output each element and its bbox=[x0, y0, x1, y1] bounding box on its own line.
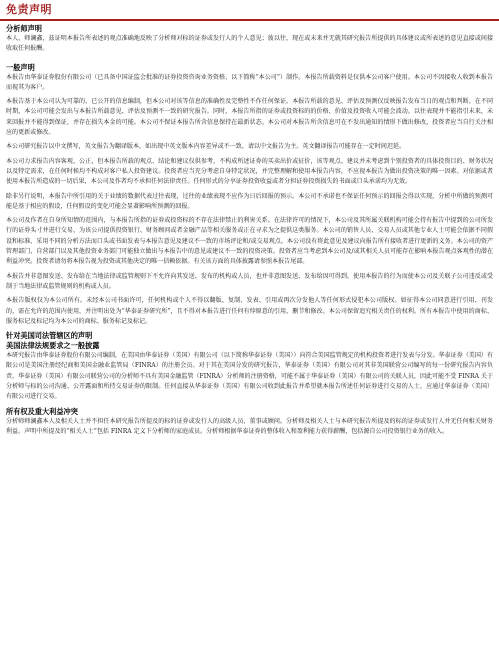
general-paragraph: 本报告基于本公司认为可靠的、已公开的信息编制，但本公司对该等信息的准确性及完整性不作任何保证。本报告所载的意见、评估及预测仅反映报告发布当日的观点和判断。在不同时期，本公司可能会发出与本报告所载意见、评估及预测不一致的研究报告。同时，本报告所指的证券或投资标的的价格、价值及投资收入可能会波动。以往表现并不能指引未来，未来回报并不能得到保证，并存在损失本金的可能。本公司不保证本报告所含信息保持在最新状态。本公司对本报告所含信息可在不发出通知的情形下做出修改，投资者应当自行关注相应的更新或修改。 bbox=[6, 98, 493, 137]
general-paragraph: 本公司研究报告以中文撰写，英文报告为翻译版本，如出现中英文版本内容差异或不一致，请以中文报告为主。英文翻译报告可能存在一定时间迟延。 bbox=[6, 143, 406, 151]
general-paragraph: 本公司及作者在自身所知情的范围内，与本报告所指的证券或投资标的不存在法律禁止的利害关系。在法律许可的情况下，本公司及其所属关联机构可能会持有报告中提到的公司所发行的证券头寸并进行交易，为该公司提供投资银行、财务顾问或者金融产品等相关服务或正在寻求为之提供这类服务。本公司的销售人员、交易人员或其他专业人士可能会依据不同假设和标准、采用不同的分析方法而口头或书面发表与本报告意见及建议不一致的市场评论和/或交易观点。本公司没有将此意见及建议向报告所有接收者进行更新的义务。本公司的资产管理部门、自营部门以及其他投资业务部门可能独立做出与本报告中的意见或建议不一致的投资决策。投资者应当考虑到本公司及/或其相关人员可能存在影响本报告观点客观性的潜在利益冲突。投资者请勿将本报告视为投资或其他决定的唯一信赖依据。有关该方面的具体披露请参照本报告尾部。 bbox=[6, 217, 493, 266]
us-jurisdiction-paragraph: 本研究报告由华泰证券股份有限公司编制，在美国由华泰证券（美国）有限公司（以下简称华泰证券（美国））向符合美国监管规定的机构投资者进行发表与分发。华泰证券（美国）有限公司是美国注册经纪商和美国金融业监管局（FINRA）的注册会员。对于其在美国分发的研究报告，华泰证券（美国）有限公司对其非美国联营公司编写的每一份研究报告内容负责。华泰证券（美国）有限公司联营公司的分析师不具有美国金融监管（FINRA）分析师的注册资格，可能不属于华泰证券（美国）有限公司的关联人员，因此可能不受 FINRA 关于分析师与标的公司沟通、公开露面和所持交易证券的限制。任何直接从华泰证券（美国）有限公司收到此报告并希望就本报告所述任何证券进行交易的人士，应通过华泰证券（美国）有限公司进行交易。 bbox=[6, 352, 493, 401]
us-jurisdiction-section bbox=[6, 331, 493, 402]
title-divider bbox=[0, 19, 499, 21]
interest-conflict-heading: 所有权及重大利益冲突 bbox=[6, 406, 78, 416]
general-paragraph: 本公司力求报告内容客观、公正，但本报告所载的观点、结论和建议仅供参考，不构成所述证券的买卖出价或征价，该等观点、建议并未考虑到个别投资者的具体投资目的、财务状况以及特定需求，在任何时候均不构成对客户私人投资建议。投资者应当充分考虑自身特定状况，并完整理解和使用本报告内容，不应视本报告为做出投资决策的唯一因素。对依据或者使用本报告所造成的一切后果，本公司及作者均不承担任何法律责任。任何形式的分享证券投资收益或者分担证券投资损失的书面或口头承诺均为无效。 bbox=[6, 157, 493, 186]
analyst-statement-paragraph: 本人，师澜鑫，兹证明本报告所表述的观点准确地反映了分析师对标的证券或发行人的个人意见；彼以往、现在或未来并无就其研究报告所提供的具体建议或所表述的意见直接或间接收取任何报酬。 bbox=[6, 35, 493, 53]
interest-conflict-paragraph: 分析师师澜鑫本人及相关人士并不担任本研究报告所提及的标的证券或发行人的高级人员、董事或顾问。分析师及相关人士与本研究报告所提及的标的证券或发行人并无任何相关财务利益。声明中所提及的“相关人士”包括 FINRA 定义下分析师的家庭成员。分析师根据华泰证券的整体收入和盈利能力获得薪酬，包括源自公司投资银行业务的收入。 bbox=[6, 417, 493, 435]
general-paragraph: 本报告并非意图发送、发布给在当地法律或监管规则下不允许向其发送、发布的机构或人员，也并非意图发送、发布给因可得到、使用本报告的行为而使本公司及关联子公司违反或受制于当地法律或监管规则的机构或人员。 bbox=[6, 272, 493, 290]
analyst-statement-heading: 分析师声明 bbox=[6, 24, 42, 33]
general-paragraph: 本报告由华泰证券股份有限公司（已具备中国证监会批准的证券投资咨询业务资格，以下简称“本公司”）制作。本报告所载资料是仅供本公司客户使用。本公司不因接收人收到本报告而视其为客户。 bbox=[6, 73, 493, 91]
interest-conflict-section bbox=[6, 407, 493, 438]
general-paragraph: 本报告版权仅为本公司所有。未经本公司书面许可，任何机构或个人不得以翻版、复制、发表、引用或再次分发他人等任何形式侵犯本公司版权。如征得本公司同意进行引用、刊发的，需在允许的范围内使用，并注明出处为“华泰证券研究所”，且不得对本报告进行任何有悖原意的引用、删节和修改。本公司保留追究相关责任的权利。所有本报告中使用的商标、服务标记及标记均为本公司的商标、服务标记及标记。 bbox=[6, 297, 493, 325]
us-jurisdiction-subheading: 美国法律法规要求之一般披露 bbox=[6, 341, 100, 351]
general-paragraph: 除非另行说明，本报告中所引用的关于业绩的数据代表过往表现，过往的业绩表现不应作为日后回报的预示。本公司不承诺也不保证任何预示的回报会得以实现，分析中所做的预测可能是基于相应的假设，任何假设的变化可能会显著影响所预测的回报。 bbox=[6, 192, 493, 210]
general-statement-section bbox=[6, 63, 493, 328]
page-title: 免责声明 bbox=[6, 3, 52, 16]
analyst-statement-section bbox=[6, 24, 493, 55]
general-statement-heading: 一般声明 bbox=[6, 62, 35, 72]
disclaimer-content bbox=[6, 24, 493, 441]
us-jurisdiction-heading: 针对美国司法管辖区的声明 bbox=[6, 331, 93, 341]
